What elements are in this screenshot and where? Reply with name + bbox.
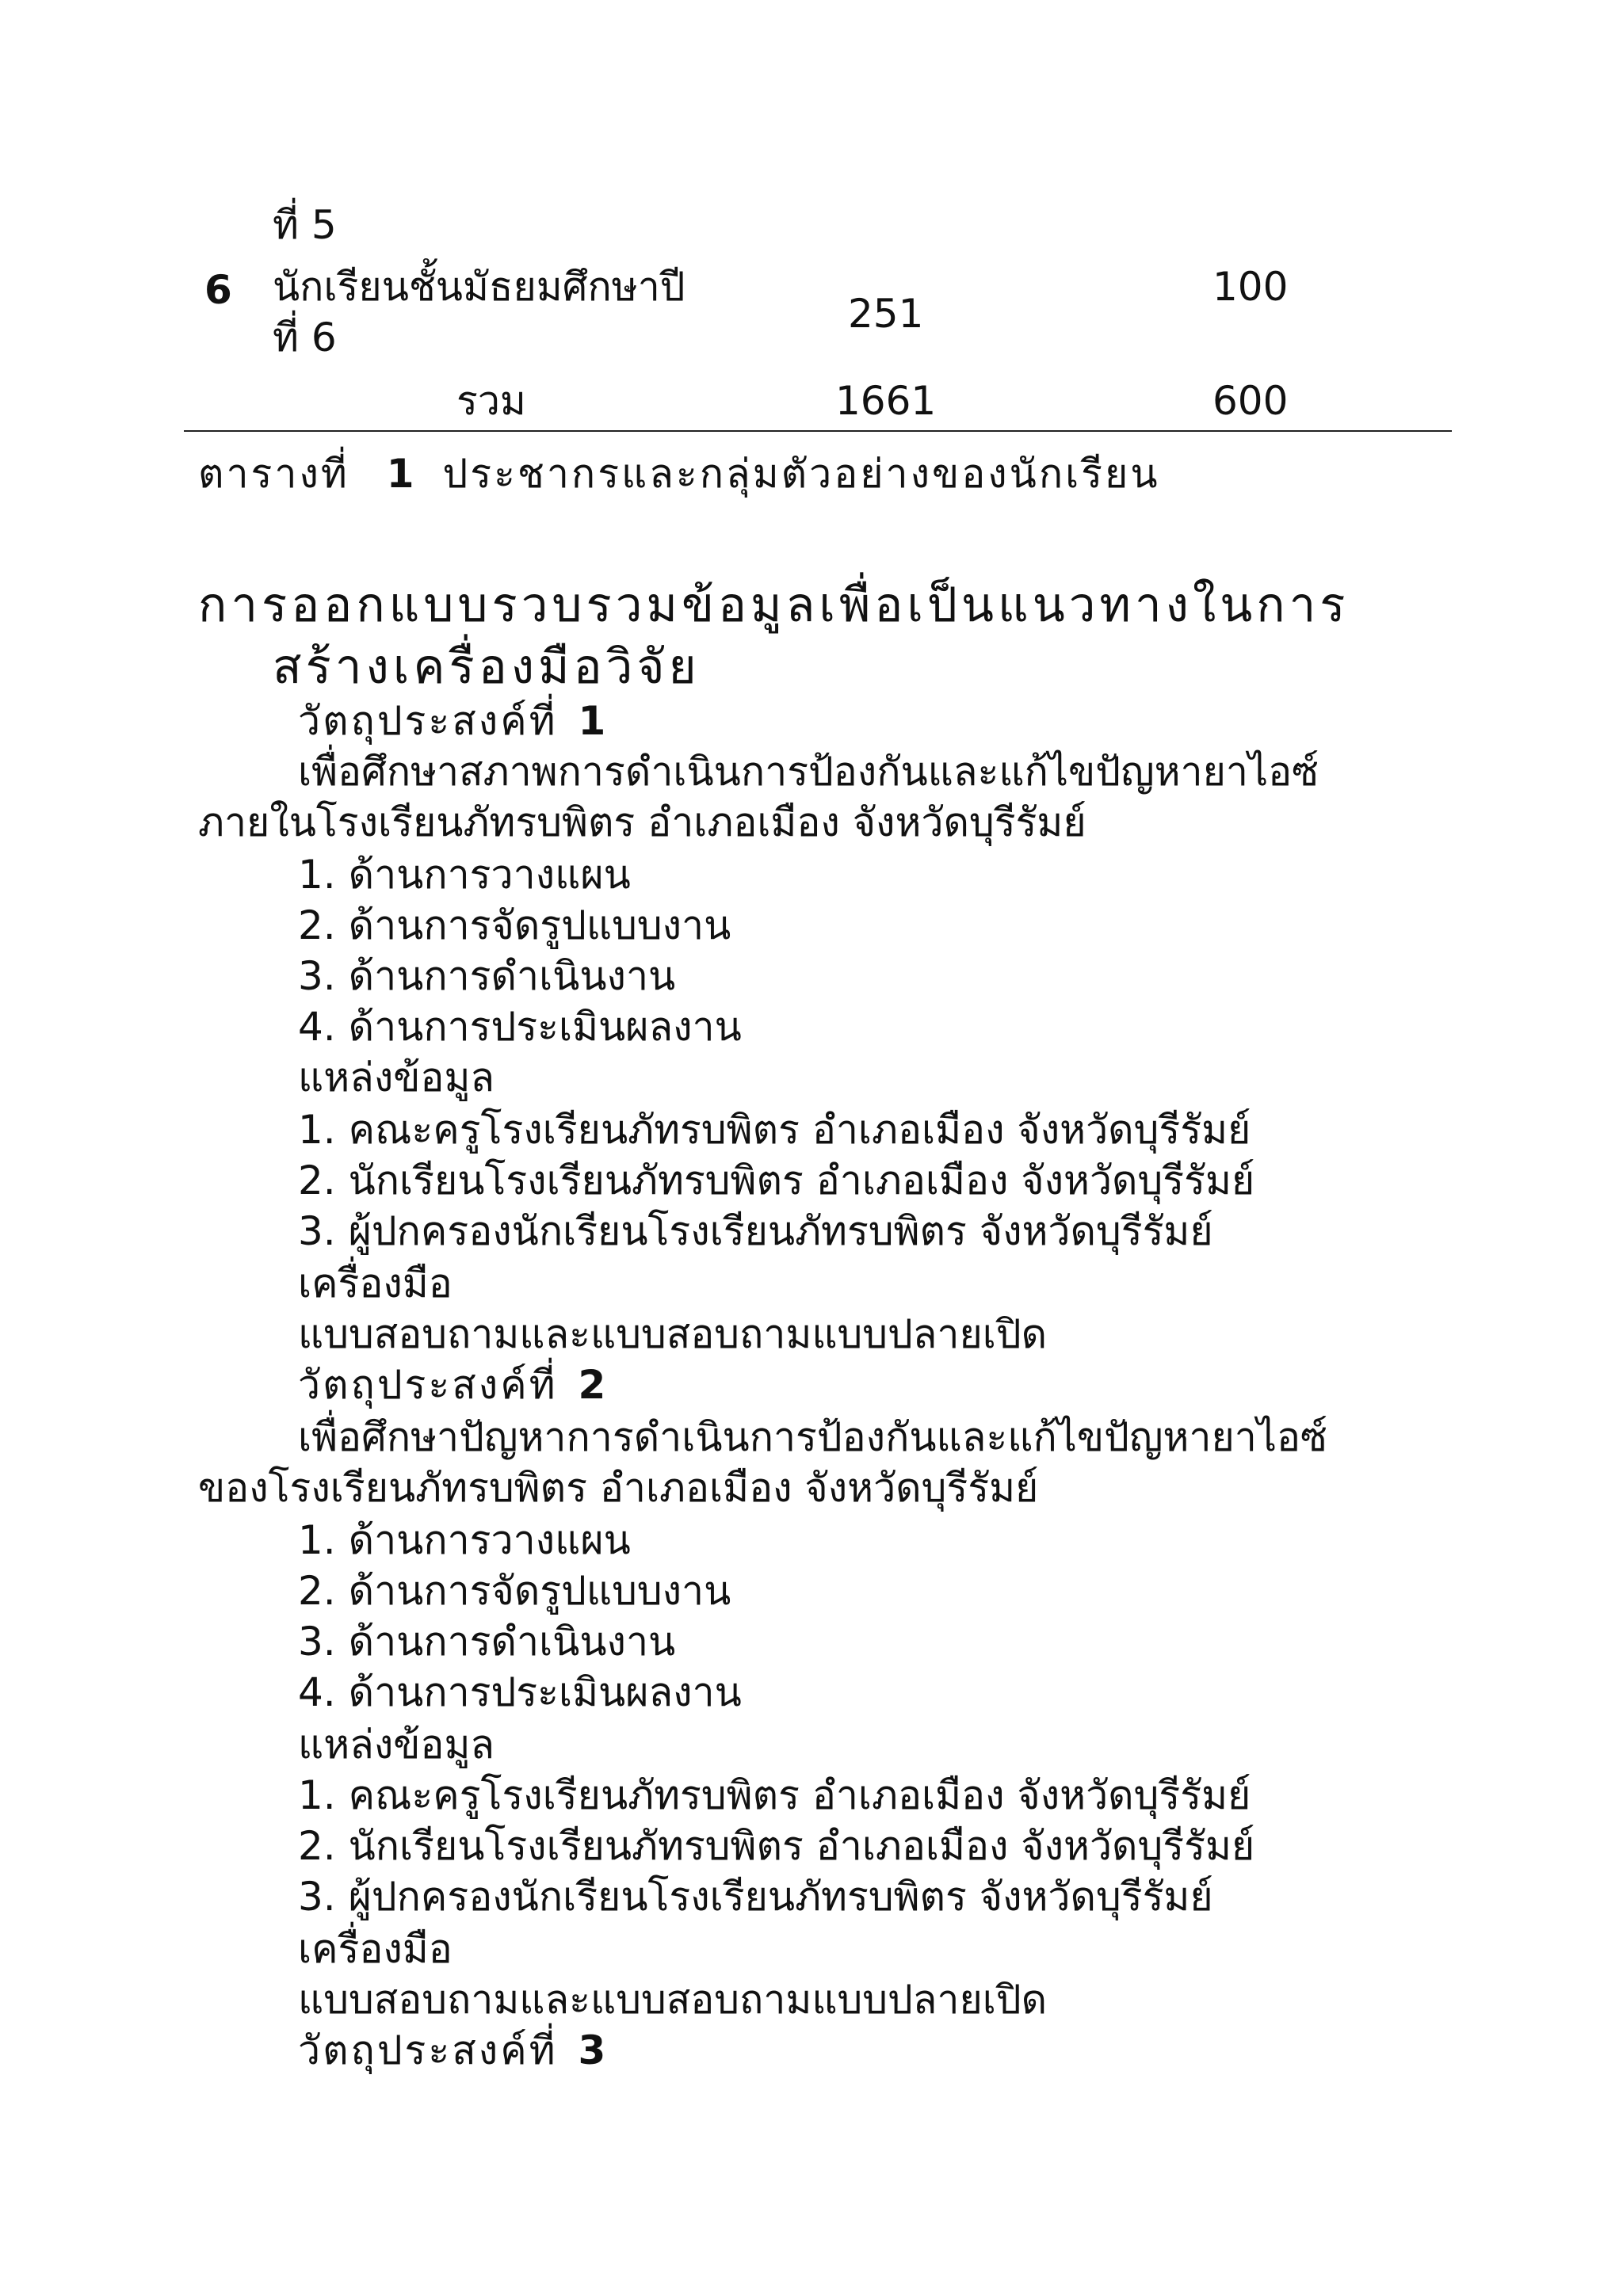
- objective-1-desc-line1: เพื่อศึกษาสภาพการดำเนินการป้องกันและแก้ไขปัญหายาไอซ์: [298, 749, 1319, 795]
- objective-1-source-2: 2. นักเรียนโรงเรียนภัทรบพิตร อำเภอเมือง จังหวัดบุรีรัมย์: [298, 1158, 1255, 1203]
- table-row5-desc-cont: ที่ 5: [273, 202, 337, 248]
- objective-3-heading: [298, 2027, 605, 2074]
- table-bottom-rule: [184, 430, 1452, 432]
- objective-2-source-3: 3. ผู้ปกครองนักเรียนโรงเรียนภัทรบพิตร จังหวัดบุรีรัมย์: [298, 1874, 1213, 1920]
- objective-2-tool: แบบสอบถามและแบบสอบถามแบบปลายเปิด: [298, 1977, 1048, 2023]
- objective-2-aspect-1: 1. ด้านการวางแผน: [298, 1517, 631, 1563]
- objective-1-number: 1: [578, 698, 606, 744]
- objective-2-tool-label: เครื่องมือ: [298, 1926, 453, 1972]
- objective-3-number: 3: [578, 2027, 606, 2073]
- section-title-line1: การออกแบบรวบรวมข้อมูลเพื่อเป็นแนวทางในการ: [198, 578, 1350, 633]
- objective-1-sources-label: แหล่งข้อมูล: [298, 1055, 495, 1100]
- table-row6-desc-line2: ที่ 6: [273, 315, 337, 360]
- objective-2-source-1: 1. คณะครูโรงเรียนภัทรบพิตร อำเภอเมือง จังหวัดบุรีรัมย์: [298, 1772, 1251, 1818]
- objective-2-aspect-3: 3. ด้านการดำเนินงาน: [298, 1619, 676, 1665]
- objective-2-sources-label: แหล่งข้อมูล: [298, 1722, 495, 1768]
- objective-1-source-1: 1. คณะครูโรงเรียนภัทรบพิตร อำเภอเมือง จังหวัดบุรีรัมย์: [298, 1107, 1251, 1153]
- table-row6-sample: 100: [1212, 264, 1289, 310]
- table-total-label: รวม: [456, 378, 526, 424]
- table-caption: [198, 450, 1160, 498]
- section-title-line2: สร้างเครื่องมือวิจัย: [273, 639, 701, 695]
- objective-2-aspect-4: 4. ด้านการประเมินผลงาน: [298, 1669, 742, 1715]
- objective-2-heading: [298, 1361, 605, 1409]
- table-total-population: 1661: [835, 378, 937, 424]
- objective-2-label: วัตถุประสงค์ที่: [298, 1362, 558, 1408]
- objective-2-desc-line2: ของโรงเรียนภัทรบพิตร อำเภอเมือง จังหวัดบุรีรัมย์: [198, 1465, 1039, 1511]
- table-caption-prefix: ตารางที่: [198, 451, 349, 497]
- objective-1-heading: [298, 697, 605, 745]
- objective-1-aspect-3: 3. ด้านการดำเนินงาน: [298, 953, 676, 999]
- objective-1-tool-label: เครื่องมือ: [298, 1261, 453, 1306]
- table-row6-population: 251: [848, 291, 924, 337]
- table-row6-number: 6: [204, 267, 232, 313]
- objective-1-aspect-4: 4. ด้านการประเมินผลงาน: [298, 1004, 742, 1050]
- objective-1-aspect-1: 1. ด้านการวางแผน: [298, 852, 631, 898]
- objective-1-tool: แบบสอบถามและแบบสอบถามแบบปลายเปิด: [298, 1311, 1048, 1357]
- objective-1-label: วัตถุประสงค์ที่: [298, 698, 558, 744]
- table-row6-desc-line1: นักเรียนชั้นมัธยมศึกษาปี: [273, 264, 685, 310]
- objective-2-source-2: 2. นักเรียนโรงเรียนภัทรบพิตร อำเภอเมือง จังหวัดบุรีรัมย์: [298, 1823, 1255, 1869]
- objective-1-aspect-2: 2. ด้านการจัดรูปแบบงาน: [298, 902, 731, 948]
- objective-3-label: วัตถุประสงค์ที่: [298, 2027, 558, 2073]
- objective-2-desc-line1: เพื่อศึกษาปัญหาการดำเนินการป้องกันและแก้ไขปัญหายาไอซ์: [298, 1414, 1327, 1460]
- table-caption-number: 1: [386, 451, 417, 497]
- objective-1-source-3: 3. ผู้ปกครองนักเรียนโรงเรียนภัทรบพิตร จังหวัดบุรีรัมย์: [298, 1208, 1213, 1254]
- table-caption-text: ประชากรและกลุ่มตัวอย่างของนักเรียน: [442, 451, 1160, 497]
- objective-2-aspect-2: 2. ด้านการจัดรูปแบบงาน: [298, 1568, 731, 1614]
- objective-1-desc-line2: ภายในโรงเรียนภัทรบพิตร อำเภอเมือง จังหวัดบุรีรัมย์: [198, 799, 1086, 845]
- objective-2-number: 2: [578, 1362, 606, 1408]
- table-total-sample: 600: [1212, 378, 1289, 424]
